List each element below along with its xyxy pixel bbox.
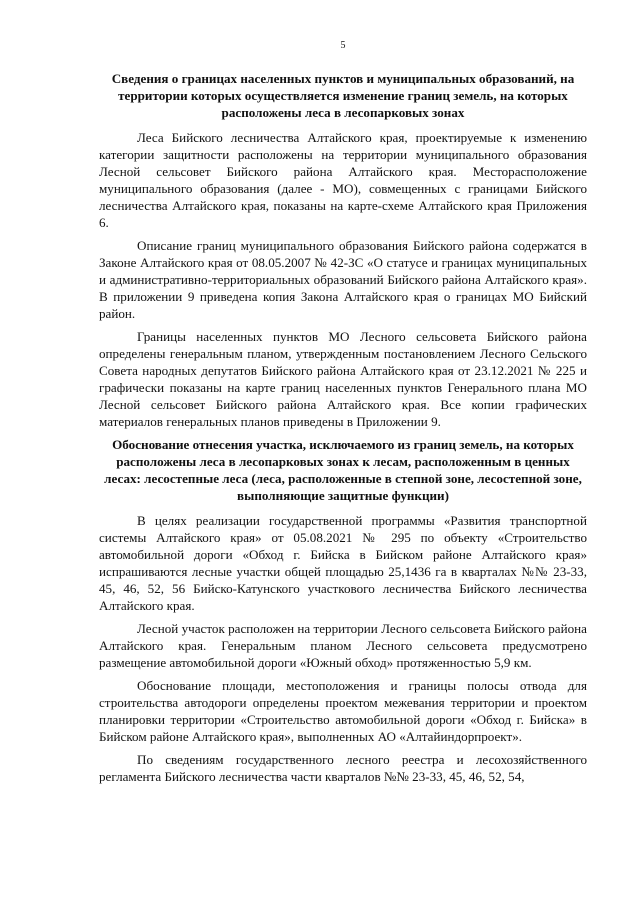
paragraph: Обоснование площади, местоположения и границы полосы отвода для строительства автодороги определены проектом межевания территории и проектом планировки территории «Строительство автомобильной дороги «Обход г. Бийска» в Бийском районе Алтайского края», выполненных АО «Алтайиндорпроект». bbox=[99, 678, 587, 744]
paragraph: Описание границ муниципального образования Бийского района содержатся в Законе Алтайского края от 08.05.2007 № 42-ЗС «О статусе и границах муниципальных и административно-территориальных образований Бийского района Алтайского края». В приложении 9 приведена копия Закона Алтайского края о границах МО Бийский район. bbox=[99, 238, 587, 321]
document-page bbox=[99, 40, 587, 791]
paragraph: Границы населенных пунктов МО Лесного сельсовета Бийского района определены генеральным планом, утвержденным постановлением Лесного Сельского Совета народных депутатов Бийского района Алтайского края от 23.12.2021 № 225 и графически показаны на карте границ населенных пунктов Генерального плана МО Лесной сельсовет Бийского района Алтайского края. Все копии графических материалов генеральных планов приведены в Приложении 9. bbox=[99, 329, 587, 429]
section-borders bbox=[99, 70, 587, 430]
section-title: Обоснование отнесения участка, исключаемого из границ земель, на которых расположены леса в лесопарковых зонах к лесам, расположенным в ценных лесах: лесостепные леса (леса, расположенные в степной зоне, лесостепной зоне, выполняющие защитные функции) bbox=[104, 437, 582, 503]
page-number: 5 bbox=[340, 40, 346, 51]
paragraph: В целях реализации государственной программы «Развития транспортной системы Алтайского края» от 05.08.2021 № 295 по объекту «Строительство автомобильной дороги «Обход г. Бийска в Бийском районе Алтайского края» испрашиваются лесные участки общей площадью 25,1436 га в кварталах №№ 23-33, 45, 46, 52, 56 Бийско-Катунского участкового лесничества Бийского лесничества Алтайского края. bbox=[99, 513, 587, 613]
paragraph: Леса Бийского лесничества Алтайского края, проектируемые к изменению категории защитности расположены на территории муниципального образования Лесной сельсовет Бийского района Алтайского края. Месторасположение муниципального образования (далее - МО), совмещенных с границами Бийского лесничества Алтайского края, показаны на карте-схеме Алтайского края Приложения 6. bbox=[99, 130, 587, 230]
paragraph: По сведениям государственного лесного реестра и лесохозяйственного регламента Бийского лесничества части кварталов №№ 23-33, 45, 46, 52, 54, bbox=[99, 752, 587, 784]
paragraph: Лесной участок расположен на территории Лесного сельсовета Бийского района Алтайского края. Генеральным планом Лесного сельсовета предусмотрено размещение автомобильной дороги «Южный обход» протяженностью 5,9 км. bbox=[99, 621, 587, 670]
section-title: Сведения о границах населенных пунктов и муниципальных образований, на территории которых осуществляется изменение границ земель, на которых расположены леса в лесопарковых зонах bbox=[111, 71, 575, 120]
section-justification bbox=[99, 436, 587, 785]
